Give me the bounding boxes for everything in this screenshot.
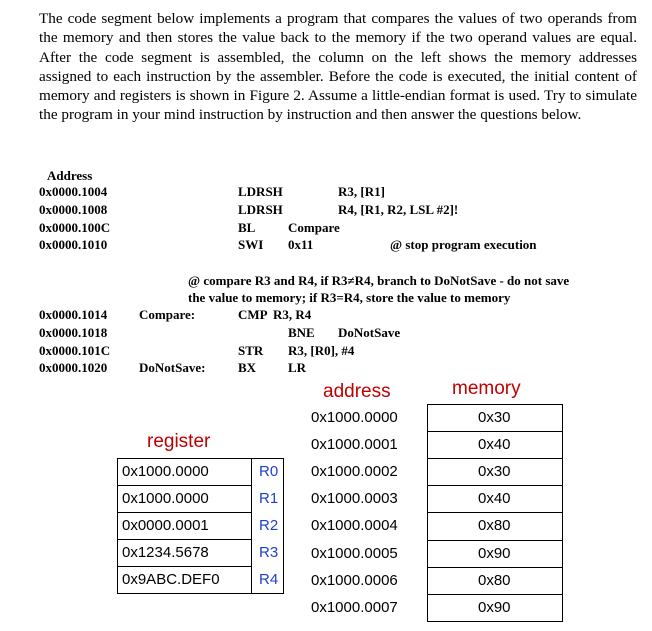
memory-address: 0x1000.0004 — [311, 517, 398, 534]
code-op: CMP — [238, 307, 268, 322]
mem-divider — [428, 540, 562, 541]
intro-paragraph: The code segment below implements a program that compares the values of two operands from the memory and then stores the value back to the memory if the two operand values are equal. After the code segment is assembled, the column on the left shows the memory addresses assigned to each instruction by the assembler. Before the code is executed, the initial content of memory and registers is shown in Figure 2. Assume a little-endian format is used. Try to simulate the program in your mind instruction by instruction and then answer the questions below. — [39, 10, 637, 124]
register-name: R0 — [259, 463, 279, 480]
code-label: Compare: — [139, 307, 196, 322]
memory-address: 0x1000.0007 — [311, 599, 398, 616]
code-addr: 0x0000.101C — [39, 343, 111, 358]
memory-value: 0x90 — [478, 545, 511, 562]
code-args: DoNotSave — [338, 325, 401, 340]
register-name: R1 — [259, 490, 279, 507]
register-value: 0x9ABC.DEF0 — [122, 571, 220, 588]
code-args: R3, R4 — [273, 307, 312, 322]
compare-comment-line1: @ compare R3 and R4, if R3≠R4, branch to DoNotSave - do not save — [188, 273, 570, 288]
mem-divider — [428, 458, 562, 459]
memory-value: 0x30 — [478, 463, 511, 480]
memory-value: 0x90 — [478, 599, 511, 616]
reg-divider — [118, 485, 251, 486]
memory-value: 0x30 — [478, 409, 511, 426]
code-addr: 0x0000.100C — [39, 220, 111, 235]
register-value: 0x1000.0000 — [122, 490, 209, 507]
code-args: 0x11 — [288, 237, 314, 252]
code-op: LDRSH — [238, 184, 283, 199]
code-op: BNE — [288, 325, 315, 340]
memory-address: 0x1000.0000 — [311, 409, 398, 426]
reg-divider — [118, 512, 251, 513]
register-name: R3 — [259, 544, 279, 561]
mem-divider — [428, 512, 562, 513]
mem-divider — [428, 594, 562, 595]
mem-divider — [428, 485, 562, 486]
memory-address: 0x1000.0003 — [311, 490, 398, 507]
memory-address: 0x1000.0006 — [311, 572, 398, 589]
code-args: LR — [288, 360, 307, 375]
compare-comment-line2: the value to memory; if R3=R4, store the value to memory — [188, 290, 511, 305]
mem-divider — [428, 431, 562, 432]
code-op: BL — [238, 220, 256, 235]
address-title: address — [323, 381, 391, 402]
memory-address: 0x1000.0002 — [311, 463, 398, 480]
register-value: 0x1234.5678 — [122, 544, 209, 561]
address-header: Address — [47, 168, 93, 183]
mem-divider — [428, 567, 562, 568]
code-op: STR — [238, 343, 264, 358]
code-args: R4, [R1, R2, LSL #2]! — [338, 202, 459, 217]
memory-value: 0x40 — [478, 436, 511, 453]
register-value: 0x1000.0000 — [122, 463, 209, 480]
reg-divider — [118, 539, 251, 540]
code-addr: 0x0000.1018 — [39, 325, 108, 340]
code-args: R3, [R0], #4 — [288, 343, 355, 358]
code-args: Compare — [288, 220, 340, 235]
code-addr: 0x0000.1020 — [39, 360, 108, 375]
code-addr: 0x0000.1008 — [39, 202, 108, 217]
memory-value: 0x80 — [478, 517, 511, 534]
code-comment: @ stop program execution — [390, 237, 537, 252]
code-args: R3, [R1] — [338, 184, 385, 199]
code-addr: 0x0000.1010 — [39, 237, 108, 252]
code-op: BX — [238, 360, 257, 375]
code-label: DoNotSave: — [139, 360, 206, 375]
memory-value: 0x40 — [478, 490, 511, 507]
register-value: 0x0000.0001 — [122, 517, 209, 534]
memory-value: 0x80 — [478, 572, 511, 589]
register-name: R4 — [259, 571, 279, 588]
code-addr: 0x0000.1004 — [39, 184, 108, 199]
code-op: SWI — [238, 237, 264, 252]
memory-title: memory — [452, 378, 521, 399]
memory-address: 0x1000.0005 — [311, 545, 398, 562]
register-title: register — [147, 431, 211, 452]
code-op: LDRSH — [238, 202, 283, 217]
register-name: R2 — [259, 517, 279, 534]
code-addr: 0x0000.1014 — [39, 307, 108, 322]
memory-address: 0x1000.0001 — [311, 436, 398, 453]
reg-divider — [118, 566, 251, 567]
